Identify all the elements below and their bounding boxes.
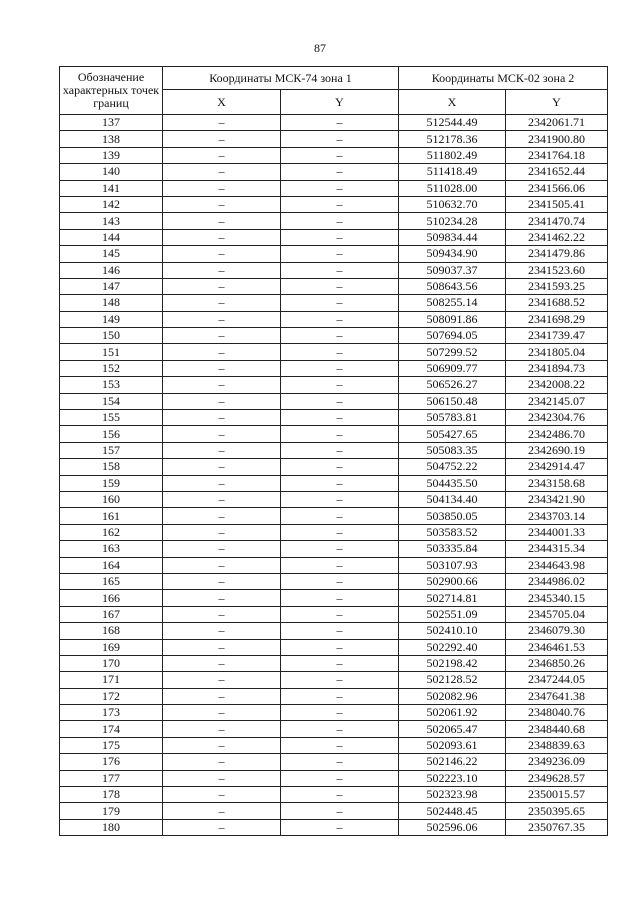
page-number: 87	[314, 41, 326, 55]
point-id-cell: 142	[60, 196, 163, 212]
msk02-x-cell: 502292.40	[399, 639, 506, 655]
msk02-y-cell: 2341900.80	[506, 131, 608, 147]
point-id-cell: 150	[60, 328, 163, 344]
table-row	[60, 819, 608, 835]
msk74-y-cell: –	[281, 278, 399, 294]
msk74-y-cell: –	[281, 508, 399, 524]
msk74-x-cell: –	[163, 770, 281, 786]
table-row	[60, 196, 608, 212]
table-row	[60, 721, 608, 737]
point-id-cell: 173	[60, 705, 163, 721]
msk02-y-cell: 2346461.53	[506, 639, 608, 655]
msk74-group-header: Координаты МСК-74 зона 1	[163, 67, 399, 90]
point-id-cell: 144	[60, 229, 163, 245]
msk74-y-cell: –	[281, 803, 399, 819]
point-id-cell: 172	[60, 688, 163, 704]
table-row	[60, 360, 608, 376]
table-row	[60, 787, 608, 803]
msk74-x-cell: –	[163, 754, 281, 770]
msk74-x-cell: –	[163, 426, 281, 442]
msk74-y-cell: –	[281, 131, 399, 147]
msk02-y-cell: 2341894.73	[506, 360, 608, 376]
msk74-x-cell: –	[163, 541, 281, 557]
table-row	[60, 459, 608, 475]
msk02-y-cell: 2344315.34	[506, 541, 608, 557]
table-row	[60, 623, 608, 639]
msk74-x-cell: –	[163, 803, 281, 819]
msk74-y-cell: –	[281, 147, 399, 163]
msk74-x-cell: –	[163, 147, 281, 163]
msk02-y-cell: 2342914.47	[506, 459, 608, 475]
point-id-cell: 163	[60, 541, 163, 557]
msk02-x-cell: 509037.37	[399, 262, 506, 278]
msk74-x-cell: –	[163, 442, 281, 458]
msk74-y-cell: –	[281, 491, 399, 507]
msk74-y-cell: –	[281, 360, 399, 376]
msk02-y-cell: 2341479.86	[506, 246, 608, 262]
msk02-x-cell: 511802.49	[399, 147, 506, 163]
msk74-x-cell: –	[163, 475, 281, 491]
msk74-y-cell: –	[281, 426, 399, 442]
msk74-y-cell: –	[281, 393, 399, 409]
msk74-y-cell: –	[281, 229, 399, 245]
point-id-cell: 179	[60, 803, 163, 819]
point-id-cell: 156	[60, 426, 163, 442]
msk74-y-cell: –	[281, 328, 399, 344]
msk74-x-header: X	[163, 90, 281, 115]
msk02-y-cell: 2349236.09	[506, 754, 608, 770]
msk02-x-cell: 511028.00	[399, 180, 506, 196]
point-id-cell: 180	[60, 819, 163, 835]
msk02-y-cell: 2341652.44	[506, 164, 608, 180]
point-id-cell: 152	[60, 360, 163, 376]
msk74-y-cell: –	[281, 606, 399, 622]
point-id-cell: 143	[60, 213, 163, 229]
msk02-y-cell: 2342304.76	[506, 410, 608, 426]
table-row	[60, 705, 608, 721]
table-row	[60, 590, 608, 606]
msk74-x-cell: –	[163, 295, 281, 311]
table-row	[60, 344, 608, 360]
msk02-y-cell: 2342145.07	[506, 393, 608, 409]
msk74-x-cell: –	[163, 459, 281, 475]
msk02-x-cell: 502714.81	[399, 590, 506, 606]
msk74-x-cell: –	[163, 393, 281, 409]
msk02-x-cell: 510234.28	[399, 213, 506, 229]
msk74-y-cell: –	[281, 672, 399, 688]
msk02-y-cell: 2341739.47	[506, 328, 608, 344]
msk02-y-cell: 2350015.57	[506, 787, 608, 803]
msk02-x-cell: 508643.56	[399, 278, 506, 294]
msk74-y-cell: –	[281, 459, 399, 475]
msk74-y-cell: –	[281, 442, 399, 458]
table-row	[60, 475, 608, 491]
point-id-cell: 149	[60, 311, 163, 327]
msk74-y-cell: –	[281, 524, 399, 540]
msk74-y-cell: –	[281, 787, 399, 803]
msk02-x-cell: 508255.14	[399, 295, 506, 311]
msk02-y-cell: 2344986.02	[506, 573, 608, 589]
table-row	[60, 262, 608, 278]
msk74-y-cell: –	[281, 164, 399, 180]
msk74-x-cell: –	[163, 328, 281, 344]
msk02-x-cell: 507299.52	[399, 344, 506, 360]
table-row	[60, 213, 608, 229]
msk74-y-cell: –	[281, 590, 399, 606]
msk74-x-cell: –	[163, 246, 281, 262]
msk74-y-cell: –	[281, 541, 399, 557]
msk02-y-cell: 2345705.04	[506, 606, 608, 622]
msk02-y-cell: 2348440.68	[506, 721, 608, 737]
msk02-x-cell: 502093.61	[399, 737, 506, 753]
table-row	[60, 639, 608, 655]
msk74-y-cell: –	[281, 573, 399, 589]
table-row	[60, 508, 608, 524]
table-row	[60, 803, 608, 819]
msk02-y-cell: 2343703.14	[506, 508, 608, 524]
msk74-x-cell: –	[163, 311, 281, 327]
msk02-y-cell: 2341470.74	[506, 213, 608, 229]
point-id-cell: 159	[60, 475, 163, 491]
msk02-y-cell: 2345340.15	[506, 590, 608, 606]
msk02-x-cell: 506526.27	[399, 377, 506, 393]
table-row	[60, 688, 608, 704]
msk02-x-cell: 511418.49	[399, 164, 506, 180]
point-id-cell: 162	[60, 524, 163, 540]
table-row	[60, 557, 608, 573]
msk02-y-cell: 2342008.22	[506, 377, 608, 393]
msk02-y-header: Y	[506, 90, 608, 115]
msk02-x-cell: 505083.35	[399, 442, 506, 458]
point-id-cell: 164	[60, 557, 163, 573]
point-id-cell: 154	[60, 393, 163, 409]
msk74-x-cell: –	[163, 131, 281, 147]
point-id-cell: 168	[60, 623, 163, 639]
msk02-y-cell: 2341698.29	[506, 311, 608, 327]
msk02-y-cell: 2341764.18	[506, 147, 608, 163]
coordinates-table	[59, 66, 608, 836]
msk02-x-cell: 502146.22	[399, 754, 506, 770]
msk74-y-cell: –	[281, 180, 399, 196]
msk74-y-cell: –	[281, 639, 399, 655]
point-id-cell: 140	[60, 164, 163, 180]
msk02-x-cell: 512178.36	[399, 131, 506, 147]
msk74-x-cell: –	[163, 819, 281, 835]
point-id-cell: 175	[60, 737, 163, 753]
msk02-y-cell: 2342486.70	[506, 426, 608, 442]
msk74-y-cell: –	[281, 557, 399, 573]
msk02-y-cell: 2341566.06	[506, 180, 608, 196]
msk74-y-cell: –	[281, 705, 399, 721]
point-id-cell: 157	[60, 442, 163, 458]
point-id-cell: 178	[60, 787, 163, 803]
msk74-y-cell: –	[281, 655, 399, 671]
msk02-y-cell: 2343158.68	[506, 475, 608, 491]
point-id-cell: 151	[60, 344, 163, 360]
msk02-y-cell: 2346079.30	[506, 623, 608, 639]
msk02-y-cell: 2341593.25	[506, 278, 608, 294]
point-id-cell: 160	[60, 491, 163, 507]
msk74-x-cell: –	[163, 623, 281, 639]
table-row	[60, 311, 608, 327]
msk02-y-cell: 2346850.26	[506, 655, 608, 671]
msk74-y-cell: –	[281, 737, 399, 753]
table-row	[60, 278, 608, 294]
msk02-x-cell: 507694.05	[399, 328, 506, 344]
msk74-x-cell: –	[163, 344, 281, 360]
msk02-x-cell: 502061.92	[399, 705, 506, 721]
point-id-cell: 161	[60, 508, 163, 524]
msk02-y-cell: 2341505.41	[506, 196, 608, 212]
msk02-y-cell: 2342690.19	[506, 442, 608, 458]
table-row	[60, 426, 608, 442]
msk02-x-cell: 502128.52	[399, 672, 506, 688]
msk02-group-header: Координаты МСК-02 зона 2	[399, 67, 608, 90]
msk74-y-cell: –	[281, 819, 399, 835]
table-row	[60, 770, 608, 786]
msk74-x-cell: –	[163, 491, 281, 507]
table-row	[60, 541, 608, 557]
msk02-x-cell: 502900.66	[399, 573, 506, 589]
msk74-y-cell: –	[281, 311, 399, 327]
msk74-x-cell: –	[163, 410, 281, 426]
msk02-x-cell: 512544.49	[399, 115, 506, 131]
msk74-y-cell: –	[281, 754, 399, 770]
msk74-x-cell: –	[163, 672, 281, 688]
msk74-x-cell: –	[163, 737, 281, 753]
point-id-cell: 171	[60, 672, 163, 688]
msk02-y-cell: 2341462.22	[506, 229, 608, 245]
msk74-x-cell: –	[163, 590, 281, 606]
msk74-x-cell: –	[163, 278, 281, 294]
msk74-y-cell: –	[281, 115, 399, 131]
table-row	[60, 606, 608, 622]
msk74-x-cell: –	[163, 360, 281, 376]
table-row	[60, 491, 608, 507]
msk02-y-cell: 2341688.52	[506, 295, 608, 311]
msk02-x-cell: 503850.05	[399, 508, 506, 524]
msk02-y-cell: 2342061.71	[506, 115, 608, 131]
msk02-x-cell: 503107.93	[399, 557, 506, 573]
msk02-y-cell: 2344001.33	[506, 524, 608, 540]
point-id-cell: 174	[60, 721, 163, 737]
table-row	[60, 573, 608, 589]
msk74-y-cell: –	[281, 623, 399, 639]
msk02-x-cell: 504435.50	[399, 475, 506, 491]
msk74-x-cell: –	[163, 262, 281, 278]
msk02-x-cell: 502323.98	[399, 787, 506, 803]
point-id-cell: 155	[60, 410, 163, 426]
msk02-y-cell: 2347641.38	[506, 688, 608, 704]
table-row	[60, 229, 608, 245]
point-id-cell: 167	[60, 606, 163, 622]
msk02-x-cell: 502223.10	[399, 770, 506, 786]
table-row	[60, 672, 608, 688]
msk74-y-cell: –	[281, 196, 399, 212]
point-id-cell: 147	[60, 278, 163, 294]
point-id-cell: 177	[60, 770, 163, 786]
msk02-x-cell: 510632.70	[399, 196, 506, 212]
msk74-x-cell: –	[163, 787, 281, 803]
msk02-x-cell: 504134.40	[399, 491, 506, 507]
table-row	[60, 328, 608, 344]
msk02-x-header: X	[399, 90, 506, 115]
point-id-cell: 158	[60, 459, 163, 475]
msk02-y-cell: 2341805.04	[506, 344, 608, 360]
table-header	[60, 67, 608, 115]
msk74-y-cell: –	[281, 344, 399, 360]
point-id-cell: 141	[60, 180, 163, 196]
msk02-y-cell: 2348040.76	[506, 705, 608, 721]
msk02-x-cell: 502410.10	[399, 623, 506, 639]
msk74-x-cell: –	[163, 655, 281, 671]
msk02-y-cell: 2343421.90	[506, 491, 608, 507]
msk74-y-cell: –	[281, 246, 399, 262]
msk74-x-cell: –	[163, 196, 281, 212]
point-id-cell: 138	[60, 131, 163, 147]
msk02-y-cell: 2350767.35	[506, 819, 608, 835]
msk74-x-cell: –	[163, 573, 281, 589]
msk74-x-cell: –	[163, 115, 281, 131]
msk74-x-cell: –	[163, 721, 281, 737]
msk74-x-cell: –	[163, 557, 281, 573]
msk74-y-cell: –	[281, 410, 399, 426]
msk02-x-cell: 506909.77	[399, 360, 506, 376]
msk02-x-cell: 502198.42	[399, 655, 506, 671]
msk02-y-cell: 2349628.57	[506, 770, 608, 786]
table-row	[60, 737, 608, 753]
point-id-cell: 145	[60, 246, 163, 262]
point-id-cell: 169	[60, 639, 163, 655]
msk74-x-cell: –	[163, 606, 281, 622]
table-row	[60, 655, 608, 671]
table-row	[60, 377, 608, 393]
msk74-y-header: Y	[281, 90, 399, 115]
msk02-x-cell: 508091.86	[399, 311, 506, 327]
table-row	[60, 246, 608, 262]
msk74-x-cell: –	[163, 524, 281, 540]
point-id-cell: 166	[60, 590, 163, 606]
msk74-y-cell: –	[281, 213, 399, 229]
msk74-y-cell: –	[281, 770, 399, 786]
msk74-x-cell: –	[163, 688, 281, 704]
designation-header: Обозначение характерных точек границ	[60, 67, 163, 115]
table-row	[60, 164, 608, 180]
msk02-x-cell: 509834.44	[399, 229, 506, 245]
msk74-x-cell: –	[163, 180, 281, 196]
msk02-y-cell: 2350395.65	[506, 803, 608, 819]
msk02-x-cell: 502082.96	[399, 688, 506, 704]
msk02-x-cell: 503583.52	[399, 524, 506, 540]
msk74-x-cell: –	[163, 229, 281, 245]
msk02-y-cell: 2348839.63	[506, 737, 608, 753]
table-row	[60, 754, 608, 770]
table-row	[60, 180, 608, 196]
table-row	[60, 393, 608, 409]
table-row	[60, 410, 608, 426]
table-body	[60, 115, 608, 836]
point-id-cell: 139	[60, 147, 163, 163]
msk74-x-cell: –	[163, 164, 281, 180]
table-row	[60, 295, 608, 311]
msk02-x-cell: 509434.90	[399, 246, 506, 262]
msk02-x-cell: 504752.22	[399, 459, 506, 475]
msk02-x-cell: 502065.47	[399, 721, 506, 737]
msk74-y-cell: –	[281, 475, 399, 491]
msk74-y-cell: –	[281, 295, 399, 311]
table-row	[60, 147, 608, 163]
msk02-x-cell: 506150.48	[399, 393, 506, 409]
msk02-x-cell: 502596.06	[399, 819, 506, 835]
msk02-x-cell: 503335.84	[399, 541, 506, 557]
msk74-y-cell: –	[281, 377, 399, 393]
point-id-cell: 165	[60, 573, 163, 589]
table-row	[60, 131, 608, 147]
msk74-y-cell: –	[281, 721, 399, 737]
point-id-cell: 146	[60, 262, 163, 278]
table-row	[60, 524, 608, 540]
msk02-x-cell: 502551.09	[399, 606, 506, 622]
msk02-y-cell: 2344643.98	[506, 557, 608, 573]
msk02-x-cell: 505783.81	[399, 410, 506, 426]
point-id-cell: 153	[60, 377, 163, 393]
msk02-y-cell: 2341523.60	[506, 262, 608, 278]
msk02-x-cell: 505427.65	[399, 426, 506, 442]
msk02-y-cell: 2347244.05	[506, 672, 608, 688]
table-row	[60, 115, 608, 131]
point-id-cell: 137	[60, 115, 163, 131]
point-id-cell: 148	[60, 295, 163, 311]
msk74-x-cell: –	[163, 705, 281, 721]
msk74-y-cell: –	[281, 688, 399, 704]
point-id-cell: 170	[60, 655, 163, 671]
msk74-x-cell: –	[163, 213, 281, 229]
msk74-x-cell: –	[163, 639, 281, 655]
point-id-cell: 176	[60, 754, 163, 770]
msk74-x-cell: –	[163, 508, 281, 524]
table-row	[60, 442, 608, 458]
msk02-x-cell: 502448.45	[399, 803, 506, 819]
msk74-x-cell: –	[163, 377, 281, 393]
msk74-y-cell: –	[281, 262, 399, 278]
